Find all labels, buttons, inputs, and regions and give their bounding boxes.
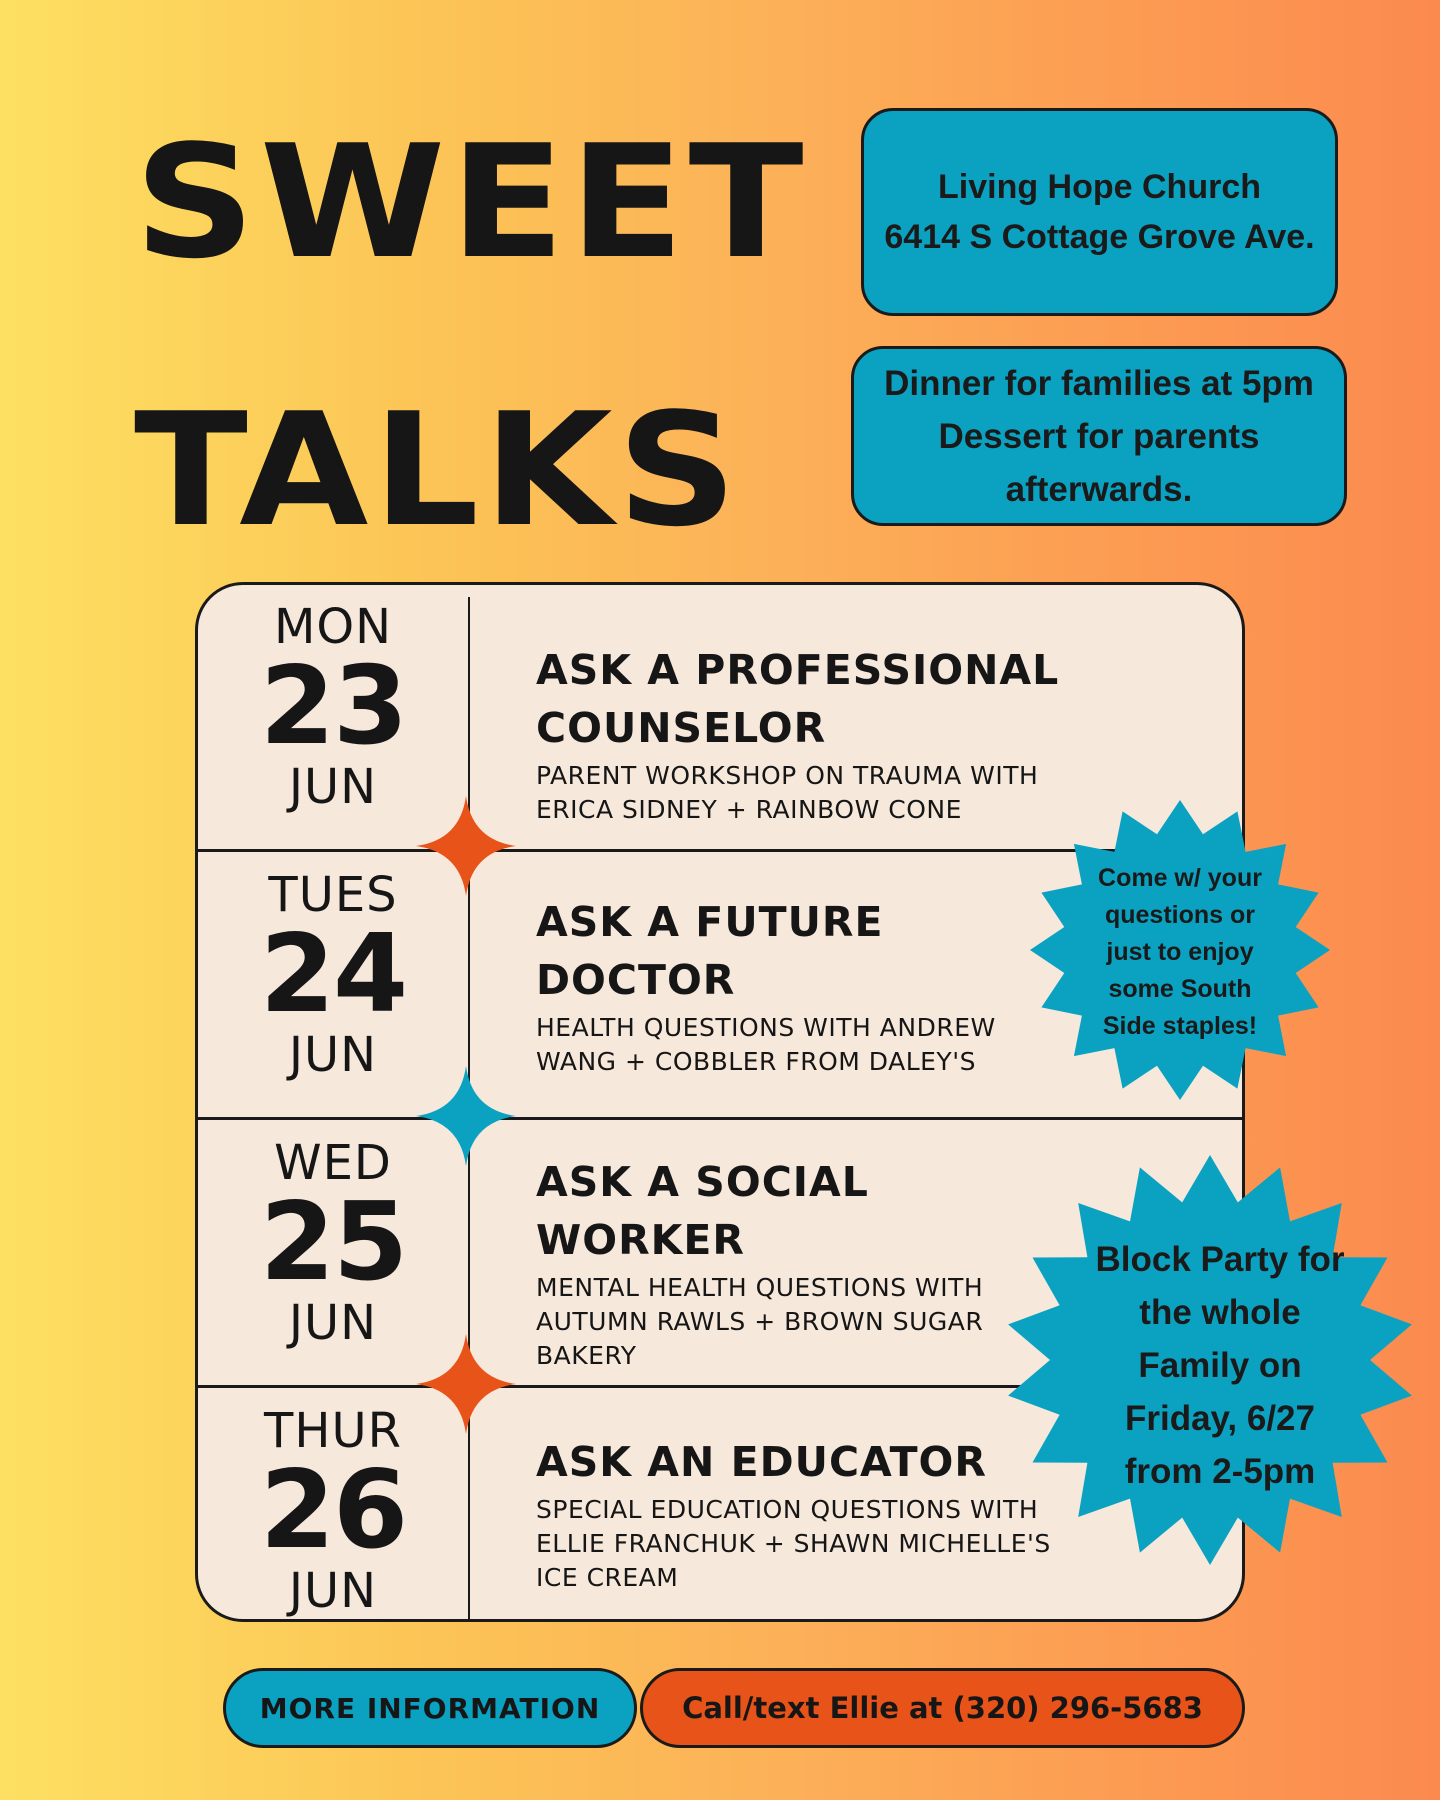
sparkle-teal-icon (416, 1066, 516, 1166)
event-block (536, 641, 1096, 827)
badge-questions-line: Come w/ your (1098, 863, 1262, 892)
month: JUN (288, 1563, 378, 1619)
month: JUN (288, 1027, 378, 1083)
event-block (536, 1153, 1016, 1373)
badge-questions-line: just to enjoy (1106, 937, 1254, 966)
badge-questions-line: questions or (1104, 900, 1255, 929)
dinner-line-2: Dessert for parents (938, 416, 1260, 456)
weekday: THUR (264, 1403, 402, 1459)
sparkle-orange-icon (416, 1334, 516, 1434)
month: JUN (288, 1295, 378, 1351)
date-block (198, 599, 468, 815)
event-block (536, 893, 1016, 1079)
location-box (861, 108, 1338, 316)
weekday: MON (273, 599, 393, 655)
weekday: TUES (268, 867, 398, 923)
badge-questions-line: some South (1108, 974, 1252, 1003)
more-information-button[interactable]: MORE INFORMATION (223, 1668, 637, 1748)
date-block (198, 1403, 468, 1619)
date-block (198, 1135, 468, 1351)
badge-party-text (1060, 1220, 1380, 1510)
day-number: 26 (259, 1448, 407, 1573)
dinner-line-1: Dinner for families at 5pm (884, 363, 1314, 403)
event-description: PARENT WORKSHOP ON TRAUMA WITH ERICA SIDNEY + RAINBOW CONE (536, 761, 1039, 824)
badge-party-line: from 2-5pm (1124, 1451, 1316, 1491)
month: JUN (288, 759, 378, 815)
event-description: SPECIAL EDUCATION QUESTIONS WITH ELLIE FRANCHUK + SHAWN MICHELLE'S ICE CREAM (536, 1495, 1051, 1592)
call-text-button[interactable]: Call/text Ellie at (320) 296-5683 (640, 1668, 1245, 1748)
event-description: MENTAL HEALTH QUESTIONS WITH AUTUMN RAWLS + BROWN SUGAR BAKERY (536, 1273, 984, 1370)
badge-questions-line: Side staples! (1102, 1011, 1258, 1040)
badge-party-line: Family on (1138, 1345, 1302, 1385)
title-talks: TALKS (134, 379, 742, 561)
date-block (198, 867, 468, 1083)
location-address: 6414 S Cottage Grove Ave. (884, 218, 1315, 256)
badge-party-line: Friday, 6/27 (1124, 1398, 1315, 1438)
weekday: WED (274, 1135, 392, 1191)
day-number: 25 (259, 1180, 407, 1305)
event-title: ASK A SOCIAL WORKER (536, 1158, 869, 1264)
badge-party-line: the whole (1139, 1292, 1301, 1332)
event-title: ASK AN EDUCATOR (536, 1438, 987, 1486)
event-title: ASK A FUTURE DOCTOR (536, 898, 884, 1004)
location-name: Living Hope Church (938, 168, 1261, 206)
day-number: 24 (259, 912, 407, 1037)
title-sweet: SWEET (134, 111, 808, 293)
sparkle-orange-icon (416, 796, 516, 896)
dinner-line-3: afterwards. (1005, 469, 1193, 509)
badge-questions-text (1040, 852, 1320, 1052)
badge-party-line: Block Party for (1095, 1239, 1345, 1279)
event-title: ASK A PROFESSIONAL COUNSELOR (536, 646, 1060, 752)
dinner-box (851, 346, 1347, 526)
day-number: 23 (259, 644, 407, 769)
event-description: HEALTH QUESTIONS WITH ANDREW WANG + COBBLER FROM DALEY'S (536, 1013, 996, 1076)
